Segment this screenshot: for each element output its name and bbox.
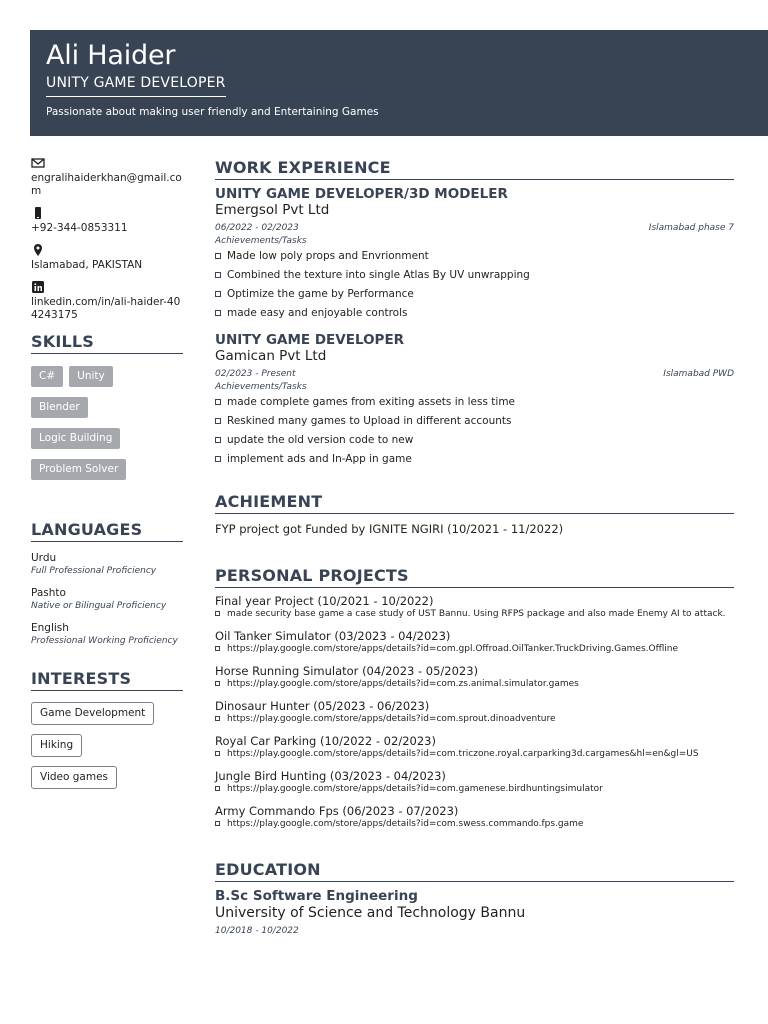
task-item: made easy and enjoyable controls [215, 307, 734, 320]
skill-chip: Blender [31, 397, 88, 418]
language-item [31, 552, 183, 577]
skills-list [31, 366, 183, 387]
language-level: Full Professional Proficiency [31, 566, 157, 576]
task-item: implement ads and In-App in game [215, 453, 734, 466]
contact-linkedin[interactable]: linkedin.com/in/ali-haider-404243175 [31, 296, 181, 321]
interests-section [31, 669, 183, 797]
job-tasks [215, 396, 734, 466]
job-role: UNITY GAME DEVELOPER/3D MODELER [215, 186, 508, 202]
skill-chip: Unity [69, 366, 113, 387]
languages-heading: LANGUAGES [31, 520, 183, 542]
contact-email[interactable]: engralihaiderkhan@gmail.com [31, 172, 182, 197]
task-item: Combined the texture into single Atlas By UV unwrapping [215, 269, 734, 282]
skills-list-row [31, 459, 183, 480]
project-item [215, 629, 734, 655]
resume-header [30, 30, 768, 136]
language-item [31, 587, 183, 612]
contact-location: Islamabad, PAKISTAN [31, 259, 143, 271]
job-company: Emergsol Pvt Ltd [215, 202, 330, 218]
contact-section [31, 156, 183, 322]
project-title: Final year Project (10/2021 - 10/2022) [215, 594, 434, 608]
education-school: University of Science and Technology Bannu [215, 905, 526, 921]
project-title: Royal Car Parking (10/2022 - 02/2023) [215, 734, 436, 748]
left-column [31, 156, 183, 797]
job-meta [215, 367, 734, 381]
interest-tag: Game Development [31, 702, 154, 725]
job-tasks [215, 250, 734, 320]
achievement-text: FYP project got Funded by IGNITE NGIRI (10/2021 - 11/2022) [215, 522, 564, 536]
job-location: Islamabad phase 7 [648, 223, 734, 233]
work-heading: WORK EXPERIENCE [215, 158, 734, 180]
project-link[interactable]: https://play.google.com/store/apps/details?id=com.triczone.royal.carparking3d.cargames&hl=en&gl=US [215, 748, 734, 760]
project-link[interactable]: https://play.google.com/store/apps/details?id=com.gpl.Offroad.OilTanker.TruckDriving.Games.Offline [215, 643, 734, 655]
project-item [215, 769, 734, 795]
job-entry [215, 332, 734, 466]
project-title: Army Commando Fps (06/2023 - 07/2023) [215, 804, 459, 818]
phone-icon [31, 206, 45, 220]
skills-section [31, 332, 183, 480]
achievement-heading: ACHIEMENT [215, 492, 734, 514]
job-dates: 02/2023 - Present [215, 369, 296, 379]
languages-section [31, 520, 183, 647]
language-item [31, 622, 183, 647]
job-role: UNITY GAME DEVELOPER [215, 332, 405, 348]
envelope-icon [31, 156, 45, 170]
project-item [215, 594, 734, 620]
project-link[interactable]: https://play.google.com/store/apps/details?id=com.zs.animal.simulator.games [215, 678, 734, 690]
project-title: Horse Running Simulator (04/2023 - 05/2023) [215, 664, 479, 678]
job-tasks-label: Achievements/Tasks [215, 382, 307, 392]
job-meta [215, 221, 734, 235]
linkedin-icon [31, 280, 45, 294]
job-entry [215, 186, 734, 320]
language-level: Native or Bilingual Proficiency [31, 601, 167, 611]
task-item: made complete games from exiting assets in less time [215, 396, 734, 409]
candidate-tagline: Passionate about making user friendly and Entertaining Games [46, 106, 379, 118]
interests-heading: INTERESTS [31, 669, 183, 691]
education-dates: 10/2018 - 10/2022 [215, 926, 299, 936]
right-column [215, 158, 734, 938]
project-item [215, 734, 734, 760]
job-dates: 06/2022 - 02/2023 [215, 223, 299, 233]
education-degree: B.Sc Software Engineering [215, 888, 418, 904]
skills-heading: SKILLS [31, 332, 183, 354]
candidate-name: Ali Haider [46, 40, 176, 71]
task-item: update the old version code to new [215, 434, 734, 447]
candidate-title: UNITY GAME DEVELOPER [46, 74, 226, 97]
skill-chip: C# [31, 366, 63, 387]
project-title: Jungle Bird Hunting (03/2023 - 04/2023) [215, 769, 446, 783]
project-title: Dinosaur Hunter (05/2023 - 06/2023) [215, 699, 430, 713]
skill-chip: Problem Solver [31, 459, 126, 480]
project-desc: made security base game a case study of UST Bannu. Using RFPS package and also made Enemy AI to attack. [215, 608, 734, 620]
project-item [215, 804, 734, 830]
language-level: Professional Working Proficiency [31, 636, 178, 646]
task-item: Reskined many games to Upload in different accounts [215, 415, 734, 428]
projects-section [215, 566, 734, 830]
job-tasks-label: Achievements/Tasks [215, 236, 307, 246]
language-name: Pashto [31, 587, 66, 599]
work-section [215, 158, 734, 466]
project-link[interactable]: https://play.google.com/store/apps/details?id=com.swess.commando.fps.game [215, 818, 734, 830]
task-item: Optimize the game by Performance [215, 288, 734, 301]
achievement-section [215, 492, 734, 536]
contact-phone: +92-344-0853311 [31, 222, 128, 234]
task-item: Made low poly props and Envrionment [215, 250, 734, 263]
interest-tag: Hiking [31, 734, 82, 757]
skills-list-row [31, 428, 183, 449]
language-name: Urdu [31, 552, 57, 564]
language-name: English [31, 622, 69, 634]
project-link[interactable]: https://play.google.com/store/apps/details?id=com.sprout.dinoadventure [215, 713, 734, 725]
project-link[interactable]: https://play.google.com/store/apps/details?id=com.gamenese.birdhuntingsimulator [215, 783, 734, 795]
skill-chip: Logic Building [31, 428, 120, 449]
education-section [215, 860, 734, 938]
interest-tag: Video games [31, 766, 117, 789]
job-location: Islamabad PWD [663, 369, 734, 379]
skills-list-row [31, 397, 183, 418]
job-company: Gamican Pvt Ltd [215, 348, 327, 364]
project-item [215, 699, 734, 725]
map-pin-icon [31, 243, 45, 257]
project-title: Oil Tanker Simulator (03/2023 - 04/2023) [215, 629, 451, 643]
projects-heading: PERSONAL PROJECTS [215, 566, 734, 588]
education-heading: EDUCATION [215, 860, 734, 882]
project-item [215, 664, 734, 690]
